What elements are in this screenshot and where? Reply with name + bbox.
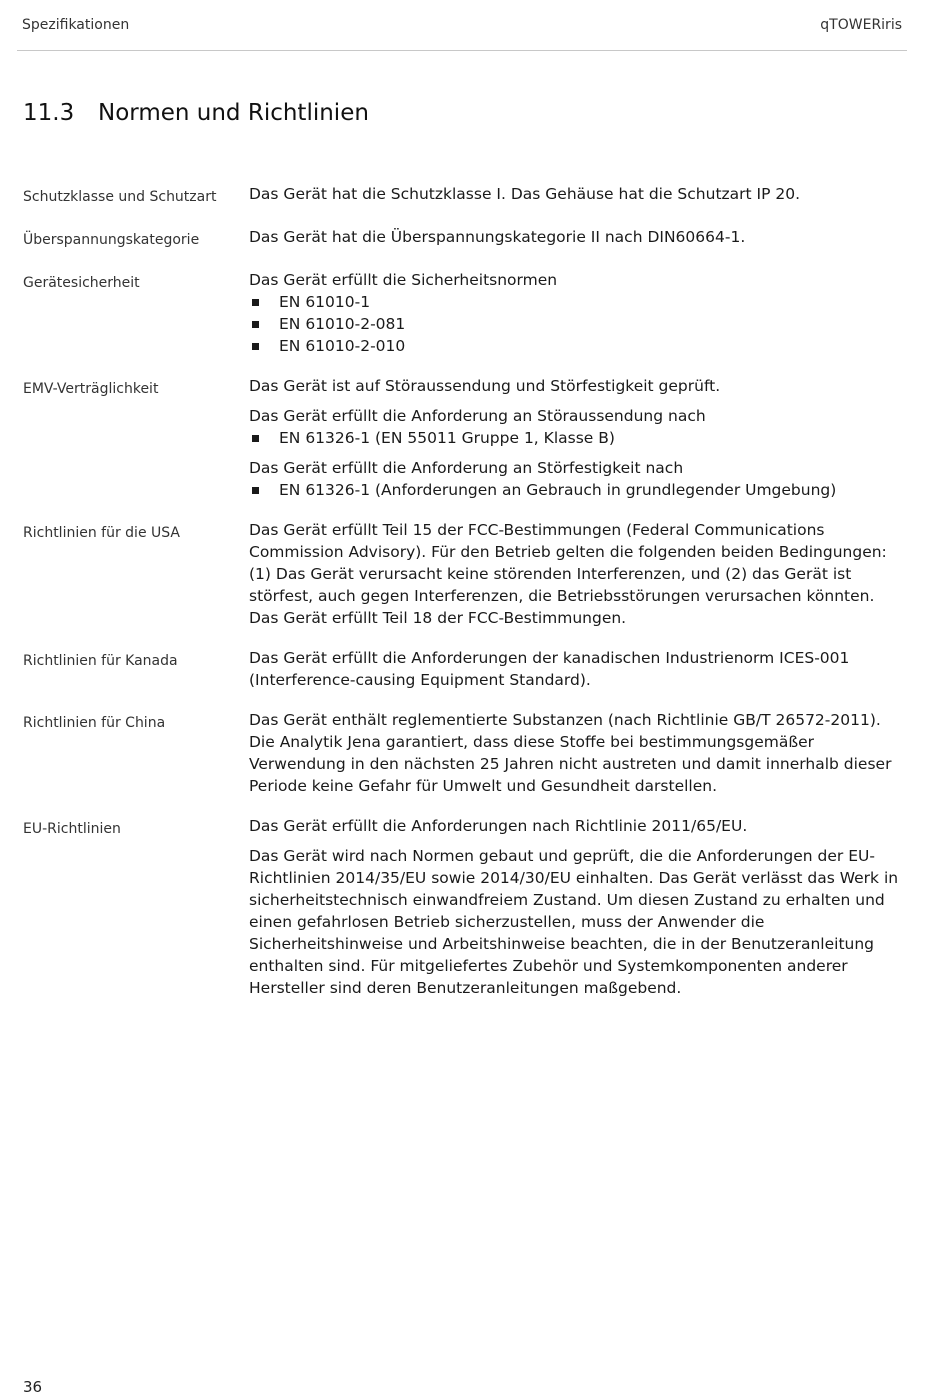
spec-paragraph: Das Gerät wird nach Normen gebaut und geprüft, die die Anforderungen der EU-Richtlinien 2014/35/EU sowie 2014/30/EU einhalten. Das Gerät verlässt das Werk in sicherheitstechnisch einwandfreiem Zustand. Um diesen Zustand zu erhalten und einen gefahrlosen Betrieb sicherzustellen, muss der Anwender die Sicherheitshinweise und Arbeitshinweise beachten, die in der Benutzeranleitung enthalten sind. Für mitgeliefertes Zubehör und Systemkomponenten anderer Hersteller sind deren Benutzeranleitungen maßgebend. — [249, 847, 899, 997]
list-item: EN 61326-1 (EN 55011 Gruppe 1, Klasse B) — [249, 427, 903, 449]
spec-label: EU-Richtlinien — [23, 821, 121, 837]
spec-row-emv — [23, 375, 903, 501]
spec-label: Richtlinien für Kanada — [23, 653, 178, 669]
spec-content — [249, 269, 903, 357]
spec-label: Richtlinien für die USA — [23, 525, 180, 541]
spec-content — [249, 375, 903, 501]
page-header — [17, 0, 907, 51]
spec-paragraph: Das Gerät hat die Schutzklasse I. Das Gehäuse hat die Schutzart IP 20. — [249, 185, 801, 203]
spec-paragraph: Das Gerät erfüllt Teil 15 der FCC-Bestimmungen (Federal Communications Commission Advisory). Für den Betrieb gelten die folgenden beiden Bedingungen: (1) Das Gerät verursacht keine störenden Interferenzen, und (2) das Gerät ist störfest, auch gegen Interferenzen, die Betriebsstörungen verursachen könnten. Das Gerät erfüllt Teil 18 der FCC-Bestimmungen. — [249, 521, 887, 627]
spec-label: EMV-Verträglichkeit — [23, 381, 159, 397]
header-product-name: qTOWERiris — [820, 17, 902, 33]
list-item: EN 61010-1 — [249, 291, 903, 313]
spec-paragraph: Das Gerät enthält reglementierte Substanzen (nach Richtlinie GB/T 26572-2011). Die Analytik Jena garantiert, dass diese Stoffe bei bestimmungsgemäßer Verwendung in den nächsten 25 Jahren nicht austreten und damit innerhalb dieser Periode keine Gefahr für Umwelt und Gesundheit darstellen. — [249, 711, 892, 795]
section-number: 11.3 — [23, 100, 75, 126]
section-heading — [23, 100, 369, 126]
section-title: Normen und Richtlinien — [98, 100, 369, 126]
spec-label: Richtlinien für China — [23, 715, 166, 731]
spec-paragraph: Das Gerät erfüllt die Anforderung an Störfestigkeit nach — [249, 459, 684, 477]
spec-content — [249, 183, 903, 208]
spec-content — [249, 709, 903, 797]
spec-row-china — [23, 709, 903, 797]
spec-label: Schutzklasse und Schutzart — [23, 189, 217, 205]
norm-list — [249, 291, 903, 357]
norm-list — [249, 427, 903, 449]
list-item: EN 61010-2-010 — [249, 335, 903, 357]
spec-row-schutzklasse — [23, 183, 903, 208]
spec-content — [249, 519, 903, 629]
spec-row-kanada — [23, 647, 903, 691]
spec-paragraph: Das Gerät erfüllt die Anforderung an Störaussendung nach — [249, 407, 706, 425]
spec-paragraph: Das Gerät ist auf Störaussendung und Störfestigkeit geprüft. — [249, 377, 721, 395]
norm-list — [249, 479, 903, 501]
spec-paragraph: Das Gerät erfüllt die Anforderungen der kanadischen Industrienorm ICES-001 (Interference-causing Equipment Standard). — [249, 649, 850, 689]
spec-label: Gerätesicherheit — [23, 275, 140, 291]
spec-row-ueberspannung — [23, 226, 903, 251]
spec-paragraph: Das Gerät erfüllt die Sicherheitsnormen — [249, 271, 558, 289]
spec-table — [23, 183, 903, 1017]
spec-paragraph: Das Gerät hat die Überspannungskategorie II nach DIN60664-1. — [249, 228, 746, 246]
list-item: EN 61010-2-081 — [249, 313, 903, 335]
spec-row-geraetesicherheit — [23, 269, 903, 357]
page-number: 36 — [23, 1378, 43, 1396]
spec-label: Überspannungskategorie — [23, 232, 200, 248]
spec-paragraph: Das Gerät erfüllt die Anforderungen nach Richtlinie 2011/65/EU. — [249, 817, 748, 835]
spec-row-eu — [23, 815, 903, 999]
header-chapter-title: Spezifikationen — [22, 17, 130, 33]
spec-content — [249, 226, 903, 251]
spec-content — [249, 815, 903, 999]
list-item: EN 61326-1 (Anforderungen an Gebrauch in grundlegender Umgebung) — [249, 479, 903, 501]
spec-content — [249, 647, 903, 691]
spec-row-usa — [23, 519, 903, 629]
